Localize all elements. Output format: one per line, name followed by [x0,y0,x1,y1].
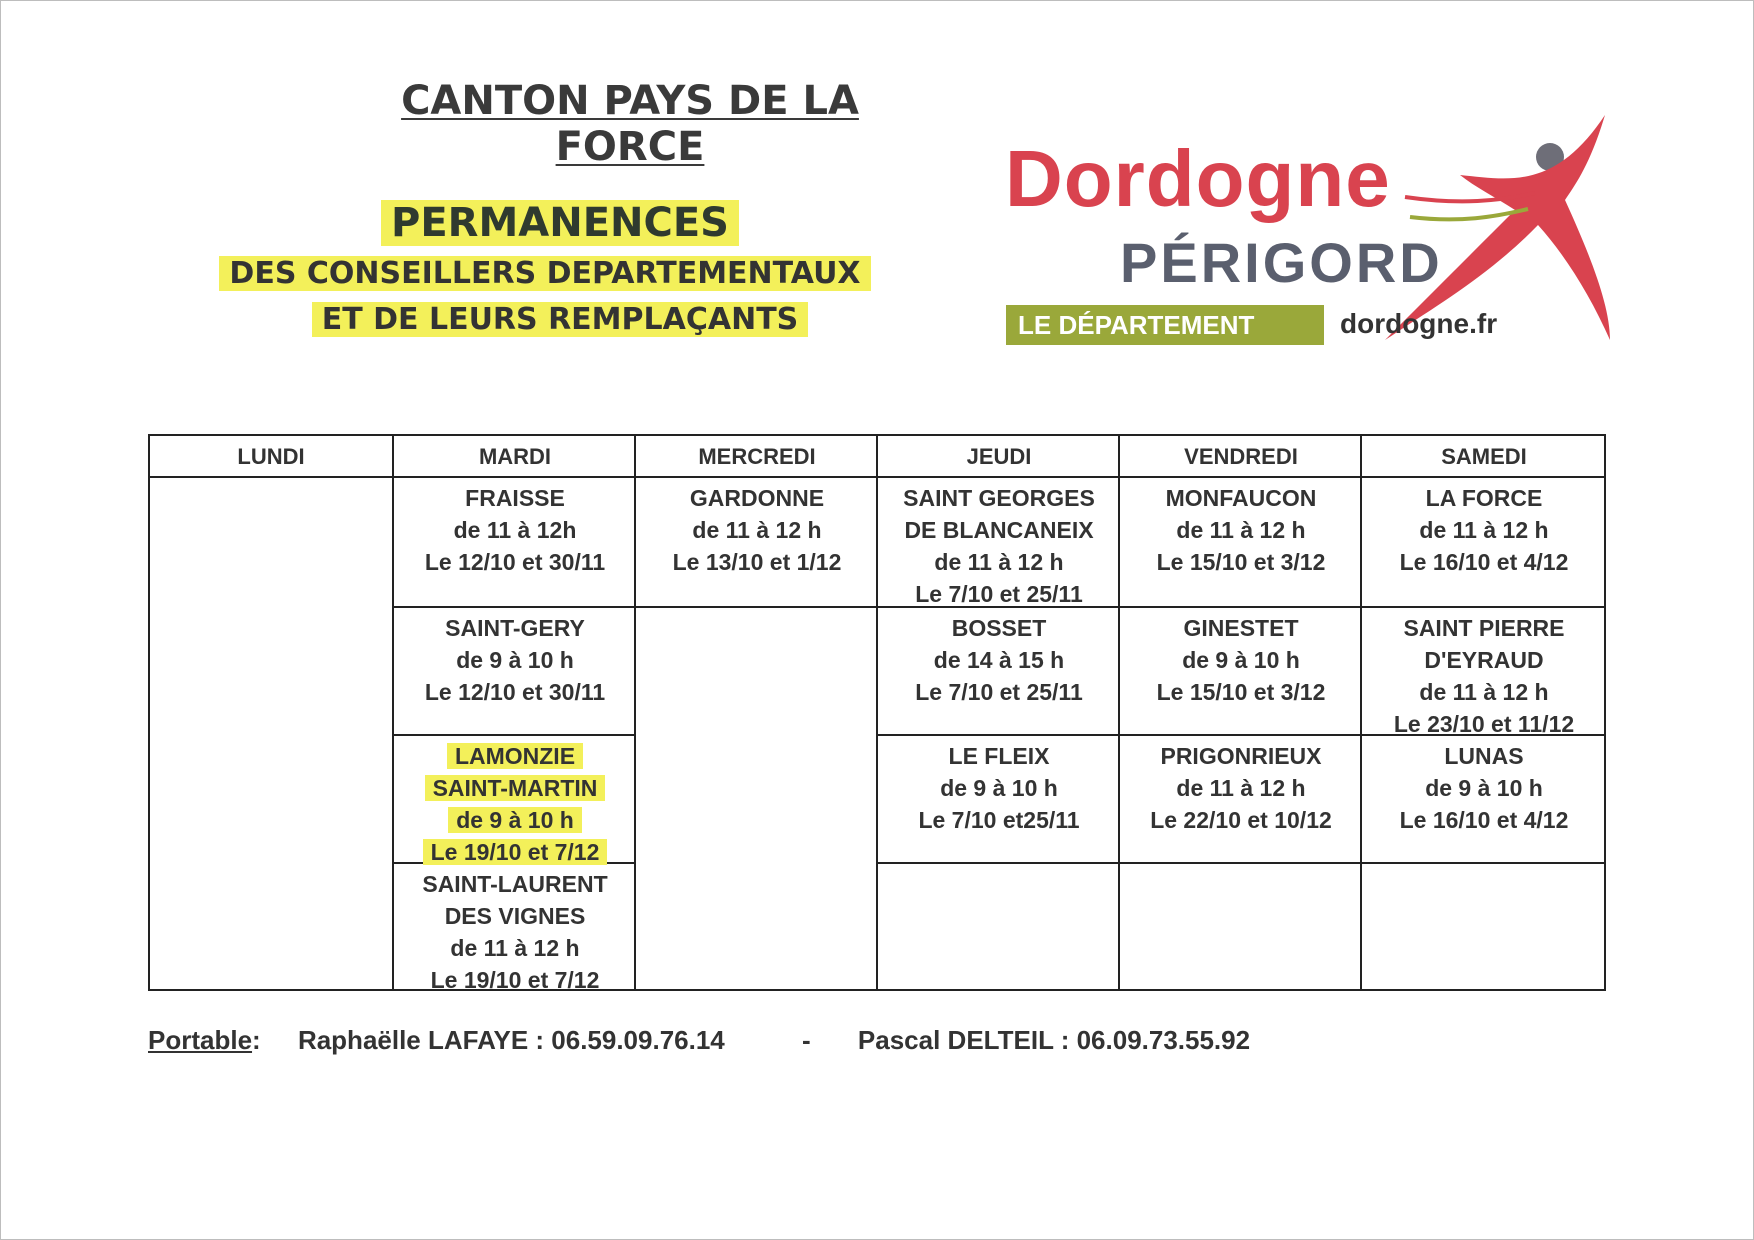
header-vendredi: VENDREDI [1120,436,1362,478]
cell-line: de 11 à 12 h [1176,517,1306,543]
contact-person-2: Pascal DELTEIL : 06.09.73.55.92 [857,1025,1251,1055]
cell-bosset [878,608,1120,736]
cell-fraisse [394,478,636,608]
contact-label-colon: : [252,1025,261,1055]
cell-saint-georges-de-blancaneix [878,478,1120,608]
cell-le-fleix [878,736,1120,864]
cell-line: Le 16/10 et 4/12 [1399,807,1569,833]
permanences-title [330,200,790,246]
cell-saint-laurent-des-vignes [394,864,636,991]
cell-monfaucon [1120,478,1362,608]
cell-line: MONFAUCON [1165,485,1317,511]
cell-line: de 11 à 12 h [450,935,580,961]
cell-line: Le 15/10 et 3/12 [1156,549,1326,575]
cell-line [394,804,636,836]
logo-url-link[interactable]: dordogne.fr [1340,308,1498,339]
column-mardi [392,436,636,993]
cell-line: de 9 à 10 h [940,775,1058,801]
header-mercredi: MERCREDI [636,436,878,478]
cell-line: Le 12/10 et 30/11 [424,679,606,705]
cell-line: de 11 à 12 h [1419,679,1549,705]
cell-line: Le 7/10 et 25/11 [915,581,1083,607]
cell-gardonne [636,478,878,608]
cell-line: SAINT-LAURENT [422,871,608,897]
cell-line: DE BLANCANEIX [904,517,1094,543]
column-samedi [1360,436,1606,989]
header-jeudi: JEUDI [878,436,1120,478]
cell-line-text: de 9 à 10 h [448,807,582,833]
column-lundi [150,436,392,989]
cell-line-text: SAINT-MARTIN [425,775,606,801]
canton-title: CANTON PAYS DE LA FORCE [401,78,859,170]
cell-line: de 11 à 12 h [1176,775,1306,801]
contact-label: Portable [148,1025,253,1055]
cell-line: LA FORCE [1425,485,1543,511]
cell-line: de 11 à 12h [453,517,577,543]
cell-line-text: Le 19/10 et 7/12 [423,839,608,865]
cell-saint-pierre-deyraud [1362,608,1606,736]
column-jeudi [876,436,1120,989]
cell-line: Le 22/10 et 10/12 [1150,807,1332,833]
cell-line: DES VIGNES [444,903,586,929]
logo-dordogne-text: Dordogne [1005,134,1391,223]
permanences-title-text: PERMANENCES [381,200,739,246]
cell-line: PRIGONRIEUX [1160,743,1322,769]
cell-line: Le 7/10 et 25/11 [915,679,1083,705]
cell-line: GINESTET [1183,615,1299,641]
logo-departement-band: LE DÉPARTEMENT [1006,305,1324,345]
cell-line: FRAISSE [465,485,565,511]
cell-line: de 11 à 12 h [1419,517,1549,543]
cell-line: Le 15/10 et 3/12 [1156,679,1326,705]
contact-separator: - [802,1025,811,1055]
cell-line [394,772,636,804]
logo-perigord-text: PÉRIGORD [1120,231,1443,294]
cell-line: SAINT PIERRE [1403,615,1565,641]
cell-la-force [1362,478,1606,608]
cell-line: de 9 à 10 h [1425,775,1543,801]
contact-line [148,1025,1348,1056]
cell-line: LE FLEIX [948,743,1050,769]
cell-line: GARDONNE [689,485,825,511]
cell-line: de 11 à 12 h [692,517,822,543]
cell-line: de 14 à 15 h [933,647,1065,673]
cell-lamonzie-saint-martin [394,736,636,864]
subtitle-line-2 [280,302,840,337]
cell-line: Le 19/10 et 7/12 [430,967,600,993]
cell-line: BOSSET [951,615,1047,641]
contact-person-1: Raphaëlle LAFAYE : 06.59.09.76.14 [297,1025,725,1055]
cell-line: Le 7/10 et25/11 [918,807,1080,833]
cell-line: D'EYRAUD [1424,647,1544,673]
cell-line: Le 13/10 et 1/12 [672,549,842,575]
subtitle-line-1 [215,256,875,291]
cell-line: SAINT-GERY [445,615,585,641]
cell-saint-gery [394,608,636,736]
header-lundi: LUNDI [150,436,392,478]
cell-line-text: LAMONZIE [447,743,583,769]
header-samedi: SAMEDI [1362,436,1606,478]
cell-line: SAINT GEORGES [903,485,1095,511]
cell-line: de 9 à 10 h [1182,647,1300,673]
cell-line: LUNAS [1444,743,1524,769]
cell-prigonrieux [1120,736,1362,864]
cell-line: de 11 à 12 h [934,549,1064,575]
cell-line [394,740,636,772]
cell-line: Le 16/10 et 4/12 [1399,549,1569,575]
schedule-table [148,434,1606,991]
subtitle-line-1-text: DES CONSEILLERS DEPARTEMENTAUX [219,256,870,291]
figure-body-icon [1385,115,1610,340]
column-mercredi [634,436,878,989]
dordogne-perigord-logo [990,105,1630,355]
column-vendredi [1118,436,1362,989]
cell-line: de 9 à 10 h [456,647,574,673]
subtitle-line-2-text: ET DE LEURS REMPLAÇANTS [312,302,809,337]
cell-line: Le 12/10 et 30/11 [424,549,606,575]
cell-lunas [1362,736,1606,864]
cell-line: Le 23/10 et 11/12 [1393,711,1575,737]
cell-ginestet [1120,608,1362,736]
header-mardi: MARDI [394,436,636,478]
